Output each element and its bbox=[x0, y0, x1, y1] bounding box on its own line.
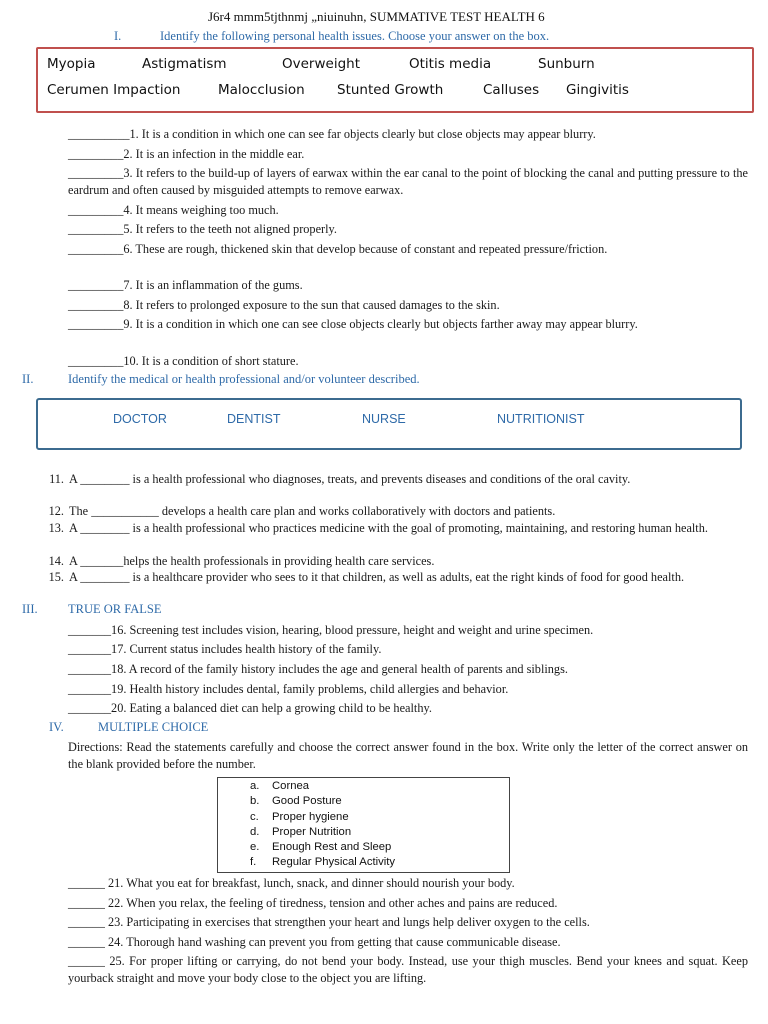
choice-astigmatism: Astigmatism bbox=[142, 56, 227, 72]
choice-list bbox=[250, 779, 395, 871]
question-item bbox=[42, 520, 768, 537]
question-item: _______16. Screening test includes vision, hearing, blood pressure, height and weight and urine specimen. bbox=[68, 623, 594, 637]
question-text: A _______helps the health professionals in providing health care services. bbox=[69, 554, 435, 568]
question-item: _________9. It is a condition in which one can see close objects clearly but objects farther away may appear blurry. bbox=[68, 317, 638, 331]
section-3-heading: TRUE OR FALSE bbox=[68, 602, 162, 616]
choice-item: b. Good Posture bbox=[250, 795, 342, 808]
choice-gingivitis: Gingivitis bbox=[566, 82, 629, 98]
choice-sunburn: Sunburn bbox=[538, 56, 595, 72]
question-item: ______ 21. What you eat for breakfast, lunch, snack, and dinner should nourish your body. bbox=[68, 876, 515, 890]
question-item: ______ 23. Participating in exercises that strengthen your heart and lungs help deliver oxygen to the cells. bbox=[68, 915, 590, 929]
question-text: A ________ is a healthcare provider who sees to it that children, as well as adults, eat the right kinds of food for good health. bbox=[69, 570, 685, 584]
question-item: ______ 22. When you relax, the feeling of tiredness, tension and other aches and pains are reduced. bbox=[68, 896, 558, 910]
choice-myopia: Myopia bbox=[47, 56, 96, 72]
question-item: ______ 25. For proper lifting or carrying, do not bend your body. Instead, use your thigh muscles. Bend your knees and squat. Keep yourback straight and move your body close to the object you are lifting. bbox=[68, 954, 748, 985]
section-2-roman: II. bbox=[22, 372, 34, 386]
question-item: _______20. Eating a balanced diet can help a growing child to be healthy. bbox=[68, 701, 432, 715]
question-item: _________8. It refers to prolonged exposure to the sun that caused damages to the skin. bbox=[68, 298, 500, 312]
choice-item: f. Regular Physical Activity bbox=[250, 856, 396, 869]
question-item: ______ 24. Thorough hand washing can prevent you from getting that cause communicable disease. bbox=[68, 935, 561, 949]
question-number: 15. bbox=[48, 570, 64, 584]
question-item: _________4. It means weighing too much. bbox=[68, 203, 279, 217]
question-number: 13. bbox=[48, 521, 64, 535]
question-number: 12. bbox=[48, 504, 64, 518]
question-item: _______19. Health history includes dental, family problems, child allergies and behavior. bbox=[68, 682, 509, 696]
choice-item: e. Enough Rest and Sleep bbox=[250, 841, 392, 854]
choice-stunted-growth: Stunted Growth bbox=[337, 82, 444, 98]
question-number: 11. bbox=[49, 472, 64, 486]
question-item: _________3. It refers to the build-up of layers of earwax within the ear canal to the point of blocking the canal and putting pressure to the eardrum and often caused by misguided attempts to remove earwax. bbox=[68, 166, 748, 197]
question-item bbox=[42, 553, 768, 570]
question-item: _________6. These are rough, thickened skin that develop because of constant and repeated pressure/friction. bbox=[68, 242, 608, 256]
question-item: _________5. It refers to the teeth not aligned properly. bbox=[68, 222, 337, 236]
question-number: 14. bbox=[48, 554, 64, 568]
section-4-heading: MULTIPLE CHOICE bbox=[98, 720, 209, 734]
question-item: _________2. It is an infection in the middle ear. bbox=[68, 147, 305, 161]
directions-text: Directions: Read the statements carefully and choose the correct answer found in the box. Write only the letter of the correct answer on the blank provided before the number. bbox=[68, 740, 748, 771]
question-item: _______18. A record of the family history includes the age and general health of parents and siblings. bbox=[68, 662, 568, 676]
choice-calluses: Calluses bbox=[483, 82, 540, 98]
section-1-roman: I. bbox=[114, 29, 122, 43]
question-text: A ________ is a health professional who diagnoses, treats, and prevents diseases and conditions of the oral cavity. bbox=[69, 472, 631, 486]
choice-nurse: NURSE bbox=[362, 412, 406, 426]
choice-otitis-media: Otitis media bbox=[409, 56, 492, 72]
section-1-heading: Identify the following personal health issues. Choose your answer on the box. bbox=[160, 29, 550, 43]
choice-overweight: Overweight bbox=[282, 56, 360, 72]
choice-item: c. Proper hygiene bbox=[250, 810, 349, 823]
question-item: __________1. It is a condition in which one can see far objects clearly but close objects may appear blurry. bbox=[68, 127, 596, 141]
section-2-heading: Identify the medical or health professional and/or volunteer described. bbox=[68, 372, 420, 386]
question-item: _________10. It is a condition of short stature. bbox=[68, 354, 299, 368]
question-item bbox=[42, 471, 768, 488]
choice-nutritionist: NUTRITIONIST bbox=[497, 412, 585, 426]
section-3-roman: III. bbox=[22, 602, 38, 616]
choice-malocclusion: Malocclusion bbox=[218, 82, 305, 98]
question-item bbox=[42, 569, 768, 586]
question-text: The ___________ develops a health care plan and works collaboratively with doctors and patients. bbox=[69, 504, 556, 518]
page-title: J6r4 mmm5tjthnmj „niuinuhn, SUMMATIVE TEST HEALTH 6 bbox=[208, 9, 545, 24]
choice-dentist: DENTIST bbox=[227, 412, 281, 426]
question-item bbox=[42, 503, 768, 520]
question-text: A ________ is a health professional who practices medicine with the goal of promoting, maintaining, and restoring human health. bbox=[69, 521, 708, 535]
question-item: _________7. It is an inflammation of the gums. bbox=[68, 278, 303, 292]
choice-item: d. Proper Nutrition bbox=[250, 825, 352, 838]
choice-cerumen-impaction: Cerumen Impaction bbox=[47, 82, 181, 98]
section-4-roman: IV. bbox=[49, 720, 64, 734]
question-item: _______17. Current status includes health history of the family. bbox=[68, 642, 382, 656]
choice-doctor: DOCTOR bbox=[113, 412, 167, 426]
choice-item: a. Cornea bbox=[250, 780, 310, 792]
